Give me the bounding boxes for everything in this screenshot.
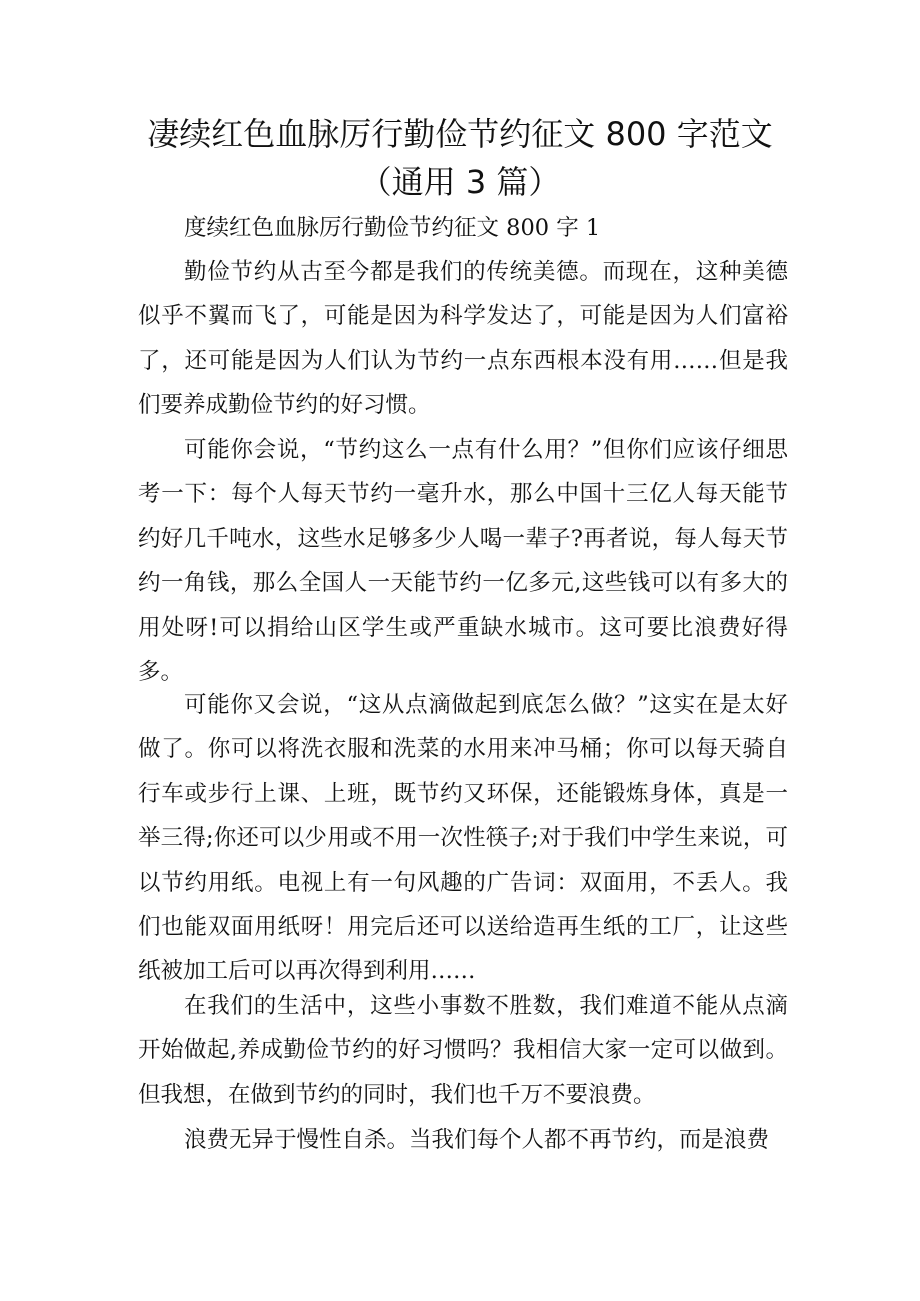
paragraph-2: 可能你会说，“节约这么一点有什么用？”但你们应该仔细思考一下：每个人每天节约一毫升水，那么中国十三亿人每天能节约好几千吨水，这些水足够多少人喝一辈子?再者说，每人每天节约一角钱，那么全国人一天能节约一亿多元,这些钱可以有多大的用处呀!可以捐给山区学生或严重缺水城市。这可要比浪费好得多。 [138, 437, 788, 686]
paragraph-3: 可能你又会说，“这从点滴做起到底怎么做？”这实在是太好做了。你可以将洗衣服和洗菜的水用来冲马桶；你可以每天骑自行车或步行上课、上班，既节约又环保，还能锻炼身体，真是一举三得;你还可以少用或不用一次性筷子;对于我们中学生来说，可以节约用纸。电视上有一句风趣的广告词：双面用，不丢人。我们也能双面用纸呀！用完后还可以送给造再生纸的工厂，让这些纸被加工后可以再次得到利用…… [138, 692, 788, 985]
document-title-line-1: 凄续红色血脉厉行勤俭节约征文 800 字范文 [147, 115, 773, 153]
paragraph-4: 在我们的生活中，这些小事数不胜数，我们难道不能从点滴开始做起,养成勤俭节约的好习惯吗？我相信大家一定可以做到。但我想，在做到节约的同时，我们也千万不要浪费。 [138, 993, 788, 1108]
document-title-line-2: （通用 3 篇） [359, 163, 561, 201]
section-subheading: 度续红色血脉厉行勤俭节约征文 800 字 1 [184, 215, 601, 241]
paragraph-1: 勤俭节约从古至今都是我们的传统美德。而现在，这种美德似乎不翼而飞了，可能是因为科学发达了，可能是因为人们富裕了，还可能是因为人们认为节约一点东西根本没有用……但是我们要养成勤俭节约的好习惯。 [138, 259, 788, 419]
paragraph-5: 浪费无异于慢性自杀。当我们每个人都不再节约，而是浪费 [184, 1127, 770, 1153]
